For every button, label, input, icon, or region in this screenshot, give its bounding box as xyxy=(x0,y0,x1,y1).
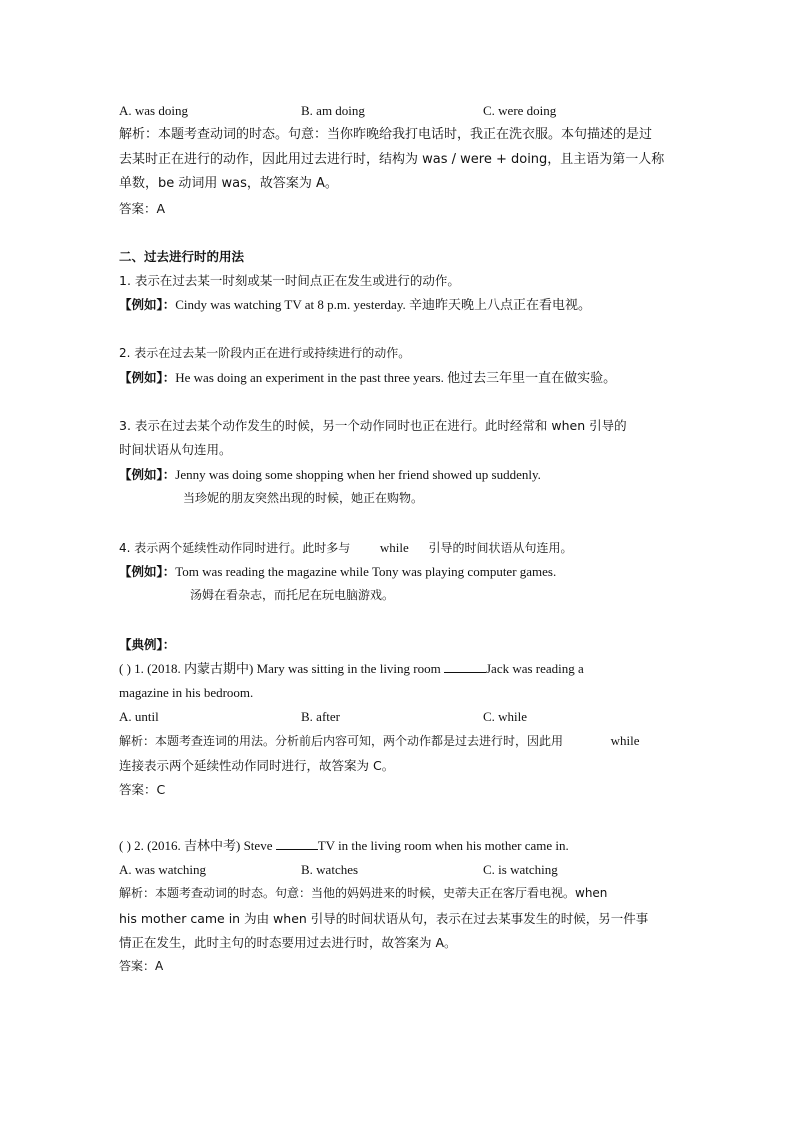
usage-3-example-text: Jenny was doing some shopping when her friend showed up suddenly. xyxy=(175,467,541,482)
example-label: 【例如】： xyxy=(119,297,176,312)
usage-4-rule xyxy=(119,539,572,557)
q1-stem-line-1 xyxy=(119,660,584,677)
q2-answer-paren: ( ) xyxy=(119,838,131,853)
usage-3-rule-line-1: 3. 表示在过去某个动作发生的时候，另一个动作同时也正在进行。此时经常和 when 引导的 xyxy=(119,418,627,433)
q2-option-b: B. watches xyxy=(301,862,359,877)
q0-option-a: A. was doing xyxy=(119,103,188,118)
q1-stem-part-1: 1. (2018. 内蒙古期中) Mary was sitting in the living room xyxy=(134,661,441,676)
q1-blank xyxy=(444,660,486,673)
q2-stem-part-1: 2. (2016. 吉林中考) Steve xyxy=(134,838,273,853)
usage-1-example xyxy=(119,296,591,313)
q1-answer-paren: ( ) xyxy=(119,661,131,676)
usage-2-rule: 2. 表示在过去某一阶段内正在进行或持续进行的动作。 xyxy=(119,346,411,360)
q0-analysis-line-1: 解析：本题考查动词的时态。句意：当你昨晚给我打电话时，我正在洗衣服。本句描述的是过 xyxy=(119,127,653,142)
usage-4-example-text: Tom was reading the magazine while Tony was playing computer games. xyxy=(175,564,557,579)
section-title: 二、过去进行时的用法 xyxy=(119,249,245,264)
q2-stem-line-1 xyxy=(119,837,569,854)
usage-2-example-text: He was doing an experiment in the past three years. 他过去三年里一直在做实验。 xyxy=(175,370,617,385)
q1-analysis-line-1 xyxy=(119,732,640,750)
q2-answer: 答案：A xyxy=(119,959,164,973)
q1-option-a: A. until xyxy=(119,709,159,724)
q1-stem-line-2: magazine in his bedroom. xyxy=(119,685,254,700)
usage-1-rule: 1. 表示在过去某一时刻或某一时间点正在发生或进行的动作。 xyxy=(119,273,460,288)
usage-3-example-translation: 当珍妮的朋友突然出现的时候，她正在购物。 xyxy=(183,491,424,505)
usage-4-rule-keyword: while xyxy=(379,540,409,555)
q0-analysis-line-2: 去某时正在进行的动作，因此用过去进行时，结构为 was / were + doing，且主语为第一人称 xyxy=(119,152,665,167)
q2-option-a: A. was watching xyxy=(119,862,207,877)
usage-1-example-text: Cindy was watching TV at 8 p.m. yesterday. 辛迪昨天晚上八点正在看电视。 xyxy=(175,297,591,312)
q2-analysis-line-2: his mother came in 为由 when 引导的时间状语从句，表示在过去某事发生的时候，另一件事 xyxy=(119,911,649,926)
example-label: 【例如】： xyxy=(119,370,176,385)
q2-blank xyxy=(276,837,318,850)
q2-option-c: C. is watching xyxy=(483,862,558,877)
usage-4-example-translation: 汤姆在看杂志，而托尼在玩电脑游戏。 xyxy=(190,588,395,602)
q2-analysis-line-3: 情正在发生，此时主句的时态要用过去进行时，故答案为 A。 xyxy=(119,935,457,950)
q0-option-c: C. were doing xyxy=(483,103,557,118)
q0-option-b: B. am doing xyxy=(301,103,365,118)
usage-3-example xyxy=(119,466,541,483)
q2-analysis-line-1: 解析：本题考查动词的时态。句意：当他的妈妈进来的时候，史蒂夫正在客厅看电视。when xyxy=(119,886,608,900)
dianli-heading: 【典例】： xyxy=(119,637,176,652)
q1-stem-part-2: Jack was reading a xyxy=(485,661,584,676)
q0-analysis-line-3: 单数，be 动词用 was，故答案为 A。 xyxy=(119,176,338,191)
q1-option-c: C. while xyxy=(483,709,528,724)
example-label: 【例如】： xyxy=(119,564,176,579)
example-label: 【例如】： xyxy=(119,467,176,482)
q1-analysis-part-1: 解析：本题考查连词的用法。分析前后内容可知，两个动作都是过去进行时，因此用 xyxy=(119,734,564,748)
q1-option-b: B. after xyxy=(301,709,340,724)
q2-stem-part-2: TV in the living room when his mother came in. xyxy=(317,838,569,853)
usage-3-rule-line-2: 时间状语从句连用。 xyxy=(119,442,232,457)
usage-4-example xyxy=(119,563,556,580)
usage-4-rule-part-1: 4. 表示两个延续性动作同时进行。此时多与 xyxy=(119,541,351,555)
usage-2-example xyxy=(119,369,616,386)
q1-answer: 答案：C xyxy=(119,782,166,797)
usage-4-rule-part-2: 引导的时间状语从句连用。 xyxy=(428,541,573,555)
q1-analysis-keyword: while xyxy=(610,733,640,748)
q1-analysis-line-2: 连接表示两个延续性动作同时进行，故答案为 C。 xyxy=(119,758,395,773)
q0-answer: 答案：A xyxy=(119,201,166,216)
